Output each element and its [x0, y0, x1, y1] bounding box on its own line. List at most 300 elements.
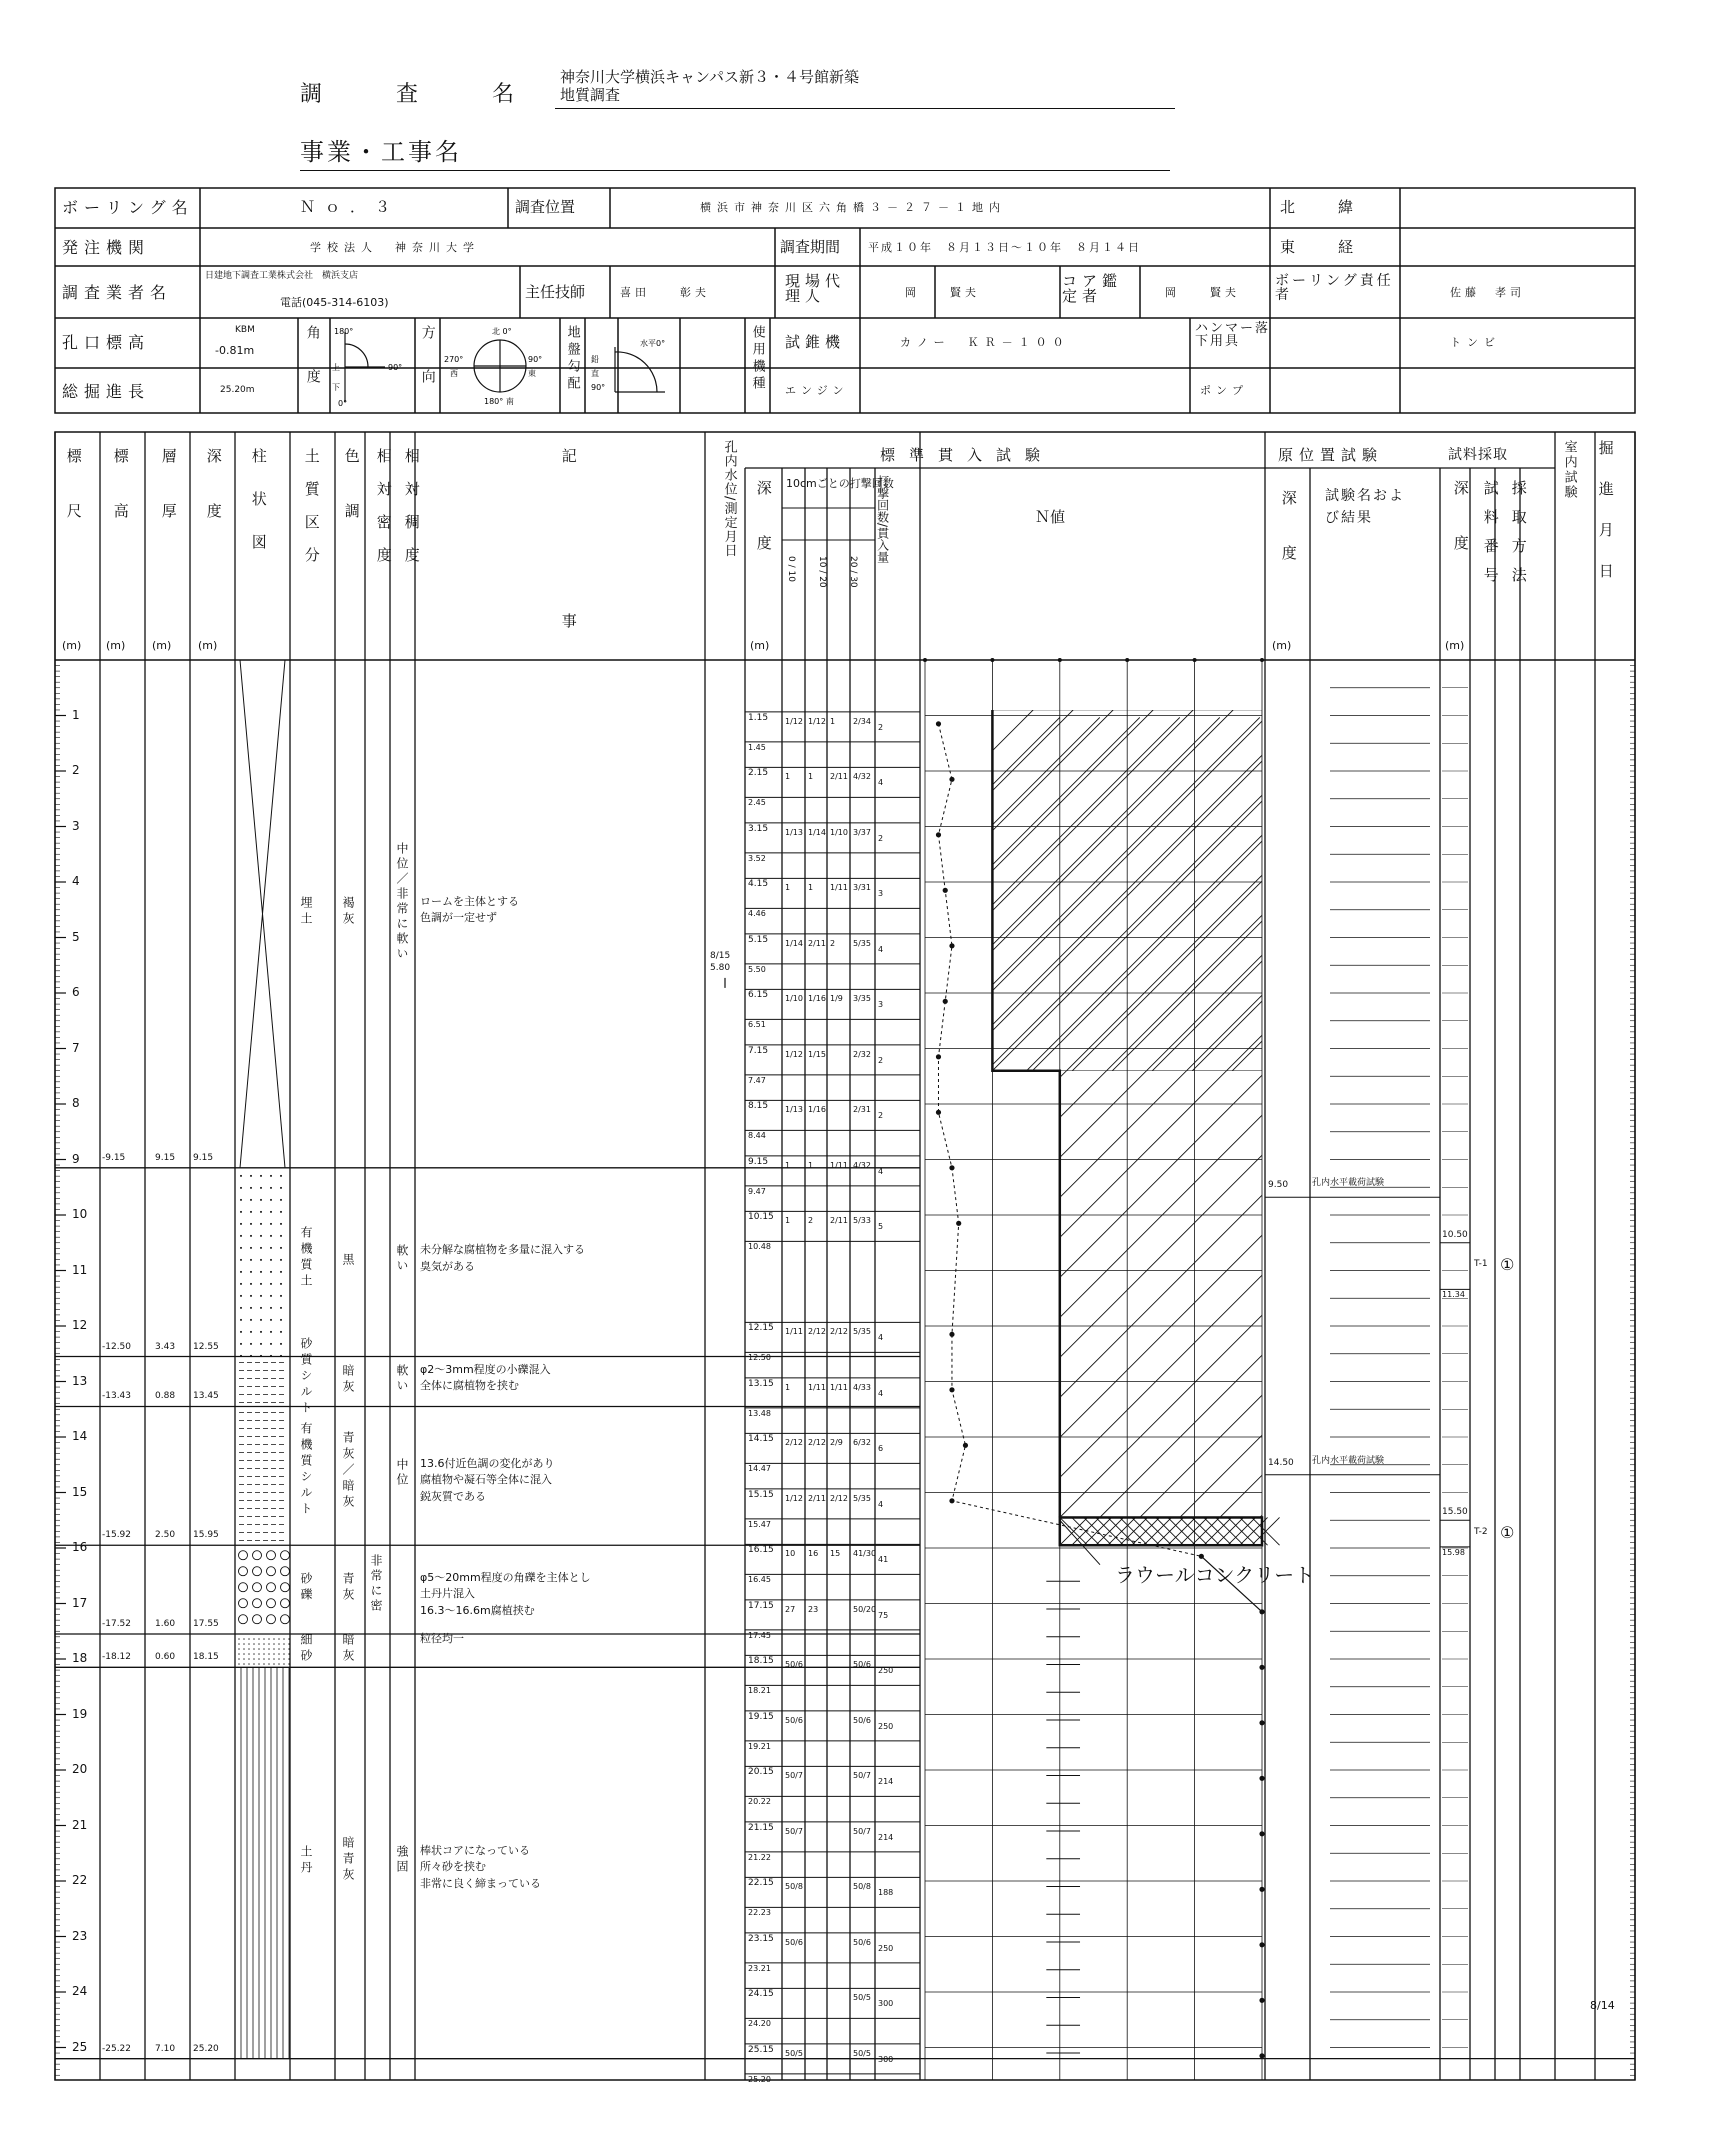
sample-depth-bottom: 15.98 [1442, 1547, 1465, 1557]
organic-dot [270, 1175, 272, 1177]
sand-dot [238, 1638, 239, 1639]
layer-description: ロームを主体とする 色調が一定せず [420, 894, 519, 925]
svg-text:0°: 0° [338, 399, 348, 408]
organic-dot [270, 1199, 272, 1201]
spt-depth-bottom: 13.48 [748, 1408, 771, 1418]
spt-n-label: 4 [878, 1388, 884, 1398]
spt-blow-total: 5/35 [853, 1493, 871, 1503]
layer-depth: 25.20 [193, 2043, 219, 2054]
organic-dot [280, 1319, 282, 1321]
n-axis-tick [990, 658, 994, 662]
sand-dot [288, 1663, 289, 1664]
insitu-depth-header: 深度 [1279, 490, 1298, 600]
spt-blow-1: 1 [785, 772, 791, 782]
organic-dot [240, 1331, 242, 1333]
gravel-circle [281, 1599, 290, 1608]
organic-dot [260, 1199, 262, 1201]
spt-blow-1: 1 [785, 1382, 791, 1392]
gravel-circle [281, 1615, 290, 1624]
spt-depth-bottom: 4.46 [748, 909, 766, 919]
spt-depth-bottom: 15.47 [748, 1519, 771, 1529]
organic-dot [270, 1187, 272, 1189]
slope-label: 地盤勾配 [564, 325, 580, 393]
layer-description: 未分解な腐植物を多量に混入する 臭気がある [420, 1243, 585, 1273]
svg-text:西: 西 [450, 369, 458, 378]
hatch-line [1020, 717, 1710, 1517]
boring-responsible-label: ボーリング責任者 [1275, 273, 1394, 303]
organic-dot [240, 1223, 242, 1225]
hatch-line [1660, 717, 1710, 1517]
hatch-line [300, 717, 1100, 1517]
direction-label: 方向 [419, 325, 436, 413]
client-value: 学校法人 神奈川大学 [310, 241, 480, 254]
spt-depth-bottom: 2.45 [748, 798, 766, 808]
svg-text:90°: 90° [591, 383, 606, 392]
gravel-circle [253, 1551, 262, 1560]
scale-tick-label: 12 [72, 1318, 88, 1332]
foundation-annotation: ラウールコンクリート [1115, 1563, 1315, 1587]
sand-dot [243, 1648, 244, 1649]
location-label: 調査位置 [515, 198, 576, 216]
sand-dot [278, 1638, 279, 1639]
sample-method-header: 採取方法 [1509, 480, 1528, 596]
spt-blow-3: 1/10 [830, 827, 848, 837]
svg-text:90°: 90° [388, 363, 403, 372]
spt-blow-total: 6/32 [853, 1438, 871, 1448]
organic-dot [260, 1343, 262, 1345]
scale-tick-label: 22 [72, 1873, 88, 1887]
organic-dot [270, 1271, 272, 1273]
sand-dot [278, 1648, 279, 1649]
organic-dot [280, 1199, 282, 1201]
col-color: 色調 [342, 448, 361, 558]
organic-dot [270, 1259, 272, 1261]
layer-soil-type: 砂質シルト [299, 1336, 313, 1417]
dig-date-end: 8/14 [1590, 1999, 1615, 2012]
sand-dot [253, 1638, 254, 1639]
organic-dot [270, 1223, 272, 1225]
sand-dot [258, 1658, 259, 1659]
organic-dot [270, 1355, 272, 1357]
scale-tick-label: 1 [72, 707, 80, 722]
spt-depth-bottom: 24.20 [748, 2019, 771, 2029]
gravel-circle [267, 1615, 276, 1624]
contractor-label: 調査業者名 [62, 283, 173, 302]
organic-dot [260, 1295, 262, 1297]
organic-dot [280, 1271, 282, 1273]
scale-tick-label: 14 [72, 1429, 88, 1443]
spt-depth-top: 13.15 [748, 1378, 774, 1389]
unit-sample-depth: (m) [1445, 639, 1465, 652]
sample-depth-top: 10.50 [1442, 1229, 1468, 1240]
sand-dot [268, 1658, 269, 1659]
spt-n-label: 4 [878, 778, 884, 788]
spt-n-label: 4 [878, 1333, 884, 1343]
sand-dot [263, 1638, 264, 1639]
spt-blow-1: 50/5 [785, 2048, 803, 2058]
sand-dot [273, 1658, 274, 1659]
engine-label: エンジン [785, 384, 849, 397]
layer-description: 13.6付近色調の変化があり 腐植物や凝石等全体に混入 鋭灰質である [420, 1456, 555, 1503]
sand-dot [238, 1653, 239, 1654]
sample-no-header: 試料番号 [1481, 480, 1500, 596]
sand-dot [283, 1638, 284, 1639]
sample-depth-top: 15.50 [1442, 1507, 1468, 1518]
spt-depth-bottom: 8.44 [748, 1131, 766, 1141]
lab-test-header: 室内試験 [1561, 440, 1577, 500]
hatch-line [1272, 671, 1672, 1071]
organic-dot [260, 1319, 262, 1321]
gravel-circle [267, 1551, 276, 1560]
spt-depth-bottom: 14.47 [748, 1464, 771, 1474]
layer-consistency: 中位／非常に軟い [395, 841, 409, 962]
spt-blow-1: 27 [785, 1604, 796, 1614]
blows-interval-label: 10 / 20 [817, 556, 827, 588]
organic-dot [250, 1235, 252, 1237]
unit-elevation: (m) [106, 639, 126, 652]
organic-dot [250, 1259, 252, 1261]
layer-description: φ2～3mm程度の小礫混入 全体に腐植物を挟む [420, 1362, 551, 1392]
insitu-depth: 9.50 [1268, 1180, 1289, 1191]
spt-depth-top: 3.15 [748, 823, 769, 834]
unit-thickness: (m) [152, 639, 172, 652]
spt-depth-bottom: 18.21 [748, 1686, 771, 1696]
spt-blow-1: 1/13 [785, 1105, 803, 1115]
spt-blow-1: 50/7 [785, 1826, 803, 1836]
sand-dot [263, 1643, 264, 1644]
field-agent-label: 現場代理人 [785, 272, 846, 305]
sand-dot [248, 1663, 249, 1664]
sample-method: ① [1500, 1255, 1515, 1275]
scale-tick-label: 19 [72, 1706, 88, 1721]
svg-text:東: 東 [528, 369, 536, 378]
east-label: 東 経 [1280, 238, 1368, 256]
hatch-line [1300, 717, 1710, 1517]
machine-label: 試錐機 [785, 333, 846, 351]
boring-name-value: Ｎｏ．３ [300, 198, 401, 216]
svg-text:直: 直 [591, 369, 599, 378]
sand-dot [283, 1643, 284, 1644]
gravel-circle [267, 1599, 276, 1608]
spt-blow-total: 4/32 [853, 1160, 871, 1170]
spt-depth-bottom: 22.23 [748, 1908, 771, 1918]
spt-n-label: 214 [878, 1832, 894, 1842]
spt-depth-top: 6.15 [748, 990, 769, 1001]
spt-blow-3: 2/12 [830, 1493, 848, 1503]
organic-dot [260, 1187, 262, 1189]
scale-tick-label: 20 [72, 1762, 88, 1776]
spt-blow-1: 1/12 [785, 1493, 803, 1503]
layer-soil-type: 埋土 [299, 895, 313, 928]
spt-blow-2: 1/16 [808, 994, 826, 1004]
sand-dot [238, 1643, 239, 1644]
layer-consistency: 強固 [395, 1844, 409, 1875]
spt-depth-bottom: 10.48 [748, 1242, 771, 1252]
gravel-circle [239, 1567, 248, 1576]
organic-dot [250, 1247, 252, 1249]
organic-dot [260, 1259, 262, 1261]
svg-text:270°: 270° [444, 355, 464, 364]
sand-dot [253, 1663, 254, 1664]
n-value-point [1259, 2053, 1264, 2058]
spt-depth-top: 4.15 [748, 879, 769, 890]
hatch-line [1352, 671, 1710, 1071]
spt-n-label: 2 [878, 833, 884, 843]
unit-scale: (m) [62, 639, 82, 652]
spt-blow-2: 2 [808, 1216, 814, 1226]
n-value-point [1259, 1998, 1264, 2003]
sand-dot [273, 1648, 274, 1649]
organic-dot [240, 1247, 242, 1249]
chief-engineer-label: 主任技師 [525, 283, 586, 301]
survey-name-line1: 神奈川大学横浜キャンパス新３・４号館新築 [560, 68, 859, 86]
hatch-line [1632, 671, 1710, 1071]
hatch-line [1432, 671, 1710, 1071]
gravel-circle [267, 1583, 276, 1592]
organic-dot [260, 1175, 262, 1177]
spt-blow-2: 2/11 [808, 938, 826, 948]
spt-blow-2: 23 [808, 1604, 819, 1614]
sand-dot [268, 1653, 269, 1654]
organic-dot [280, 1307, 282, 1309]
organic-dot [240, 1283, 242, 1285]
sand-dot [258, 1663, 259, 1664]
layer-elevation: -18.12 [102, 1652, 132, 1663]
spt-depth-bottom: 3.52 [748, 853, 766, 863]
hammer-value: トンビ [1450, 336, 1501, 349]
hatch-line [1380, 717, 1710, 1517]
scale-tick-label: 4 [72, 874, 80, 888]
spt-blow-3: 15 [830, 1549, 841, 1559]
organic-dot [260, 1307, 262, 1309]
sand-dot [258, 1648, 259, 1649]
layer-depth: 13.45 [193, 1391, 219, 1402]
scale-tick-label: 2 [72, 763, 80, 777]
spt-blow-2: 2/12 [808, 1438, 826, 1448]
n-value-point [1259, 1665, 1264, 1670]
spt-n-label: 3 [878, 1000, 884, 1010]
hammer-label: ハンマー落下用具 [1195, 321, 1271, 349]
total-length-label: 総掘進長 [62, 382, 151, 401]
scale-tick-label: 8 [72, 1096, 80, 1110]
layer-thickness: 0.88 [155, 1391, 176, 1402]
spt-n-label: 41 [878, 1555, 889, 1565]
spt-depth-bottom: 6.51 [748, 1020, 766, 1030]
organic-dot [270, 1307, 272, 1309]
chief-engineer-value: 喜田 彰夫 [620, 286, 710, 299]
project-name-label: 事業・工事名 [300, 138, 462, 166]
spt-n-label: 2 [878, 1111, 884, 1121]
scale-tick-label: 25 [72, 2039, 88, 2054]
hatch-line [1100, 717, 1710, 1517]
hatch-line [1472, 671, 1710, 1071]
equipment-label: 使用機種 [749, 325, 765, 393]
spt-depth-bottom: 19.21 [748, 1741, 771, 1751]
svg-text:鉛: 鉛 [591, 355, 599, 364]
sample-depth-header: 深度 [1451, 480, 1470, 590]
hatch-line [340, 717, 1140, 1517]
spt-n-label: 300 [878, 2054, 894, 2064]
spt-depth-bottom: 23.21 [748, 1963, 771, 1973]
spt-blow-1: 1/12 [785, 1049, 803, 1059]
spt-blow-1: 1 [785, 1216, 791, 1226]
spt-depth-top: 23.15 [748, 1933, 774, 1944]
spt-blow-total: 3/35 [853, 994, 871, 1004]
spt-n-label: 250 [878, 1721, 894, 1731]
n-value-point [1259, 1942, 1264, 1947]
client-label: 発注機関 [62, 238, 151, 257]
spt-depth-header: 深度 [754, 480, 773, 590]
organic-dot [240, 1295, 242, 1297]
spt-blow-total: 5/35 [853, 1327, 871, 1337]
organic-dot [270, 1319, 272, 1321]
sample-number: T-1 [1474, 1259, 1488, 1270]
n-value-point [1259, 1776, 1264, 1781]
gravel-circle [253, 1615, 262, 1624]
gravel-circle [281, 1551, 290, 1560]
hatch-line [592, 671, 992, 1071]
spt-title: 標準貫入試験 [880, 446, 1055, 464]
scale-tick-label: 24 [72, 1984, 88, 1998]
spt-n-label: 4 [878, 1166, 884, 1176]
sand-dot [243, 1653, 244, 1654]
contractor-line2: 電話(045-314-6103) [280, 296, 389, 309]
organic-dot [270, 1295, 272, 1297]
spt-depth-bottom: 25.20 [748, 2074, 771, 2084]
spt-blow-total: 50/20 [853, 1604, 877, 1614]
layer-thickness: 7.10 [155, 2043, 176, 2054]
hatch-line [1340, 717, 1710, 1517]
spt-blow-2: 16 [808, 1549, 819, 1559]
layer-depth: 9.15 [193, 1152, 214, 1163]
organic-dot [250, 1211, 252, 1213]
scale-tick-label: 5 [72, 929, 80, 944]
spt-blow-2: 1/12 [808, 716, 826, 726]
scale-tick-label: 16 [72, 1540, 88, 1554]
spt-depth-top: 5.15 [748, 934, 769, 945]
sand-dot [273, 1638, 274, 1639]
organic-dot [280, 1343, 282, 1345]
spt-depth-top: 8.15 [748, 1101, 769, 1112]
spt-blow-3: 1/11 [830, 883, 848, 893]
sand-dot [288, 1653, 289, 1654]
spt-blow-2: 1/15 [808, 1049, 826, 1059]
layer-color: 褐灰 [341, 895, 355, 928]
spt-n-label: 250 [878, 1666, 894, 1676]
spt-blow-3: 1 [830, 716, 836, 726]
sand-dot [268, 1648, 269, 1649]
spt-n-label: 2 [878, 722, 884, 732]
organic-dot [240, 1187, 242, 1189]
layer-consistency: 軟い [395, 1244, 409, 1275]
sand-dot [258, 1653, 259, 1654]
total-length-value: 25.20m [220, 385, 255, 395]
layer-color: 黒 [341, 1253, 355, 1270]
spt-n-label: 214 [878, 1777, 894, 1787]
hatch-line [1592, 671, 1710, 1071]
spt-blow-1: 1/11 [785, 1327, 803, 1337]
scale-tick-label: 6 [72, 985, 80, 999]
sand-dot [288, 1643, 289, 1644]
col-soil: 土質区分 [302, 448, 321, 580]
scale-tick-label: 9 [72, 1151, 80, 1166]
organic-dot [250, 1295, 252, 1297]
layer-thickness: 1.60 [155, 1619, 176, 1630]
organic-dot [250, 1331, 252, 1333]
organic-dot [250, 1283, 252, 1285]
sand-dot [268, 1663, 269, 1664]
sand-dot [283, 1653, 284, 1654]
blows-interval-label: 20 / 30 [848, 556, 858, 588]
gravel-circle [253, 1567, 262, 1576]
sample-title: 試料採取 [1448, 447, 1508, 463]
spt-blow-2: 2/12 [808, 1327, 826, 1337]
scale-tick-label: 17 [72, 1595, 88, 1610]
hatch-line [1232, 671, 1632, 1071]
sand-dot [283, 1658, 284, 1659]
spt-depth-top: 21.15 [748, 1822, 774, 1833]
spt-depth-top: 9.15 [748, 1156, 769, 1167]
spt-depth-bottom: 16.45 [748, 1575, 771, 1585]
layer-thickness: 9.15 [155, 1152, 176, 1163]
organic-dot [240, 1199, 242, 1201]
spt-blow-total: 50/6 [853, 1660, 871, 1670]
n-value-header: Ｎ値 [1035, 508, 1066, 526]
spt-blow-3: 2/11 [830, 772, 848, 782]
spt-depth-top: 1.15 [748, 712, 769, 723]
elevation-label: 孔口標高 [62, 333, 151, 352]
sand-dot [263, 1648, 264, 1649]
spt-blow-3: 1/9 [830, 994, 843, 1004]
layer-consistency: 中位 [395, 1457, 409, 1488]
spt-depth-bottom: 12.50 [748, 1353, 771, 1363]
layer-consistency: 軟い [395, 1363, 409, 1394]
spt-blow-2: 1 [808, 772, 814, 782]
sand-dot [253, 1648, 254, 1649]
layer-elevation: -17.52 [102, 1619, 132, 1630]
sand-dot [238, 1658, 239, 1659]
spt-blow-total: 3/31 [853, 883, 871, 893]
n-value-point [1259, 1720, 1264, 1725]
spt-depth-top: 16.15 [748, 1545, 774, 1556]
spt-depth-top: 7.15 [748, 1045, 769, 1056]
spt-n-label: 5 [878, 1222, 884, 1232]
spt-depth-top: 24.15 [748, 1989, 774, 2000]
spt-blow-total: 4/33 [853, 1382, 871, 1392]
spt-blow-1: 1 [785, 1160, 791, 1170]
sand-dot [253, 1653, 254, 1654]
sample-method: ① [1500, 1522, 1515, 1542]
boring-name-label: ボーリング名 [62, 198, 194, 217]
organic-dot [250, 1187, 252, 1189]
spt-depth-top: 10.15 [748, 1212, 774, 1223]
spt-blow-total: 5/33 [853, 1216, 871, 1226]
north-label: 北 緯 [1280, 198, 1368, 216]
spt-blow-total: 2/34 [853, 716, 871, 726]
svg-text:下: 下 [332, 383, 340, 392]
spt-blow-1: 50/7 [785, 1771, 803, 1781]
n-value-point [1259, 1887, 1264, 1892]
spt-depth-top: 18.15 [748, 1656, 774, 1667]
location-value: 横浜市神奈川区六角橋３－２７－１地内 [700, 201, 1006, 214]
spt-blow-2: 1 [808, 883, 814, 893]
layer-elevation: -9.15 [102, 1152, 126, 1163]
period-value: 平成１０年 ８月１３日～１０年 ８月１４日 [868, 241, 1141, 254]
spt-blow-1: 1/10 [785, 994, 803, 1004]
hatch-line [1500, 717, 1710, 1517]
organic-dot [260, 1223, 262, 1225]
hatch-line [1512, 671, 1710, 1071]
